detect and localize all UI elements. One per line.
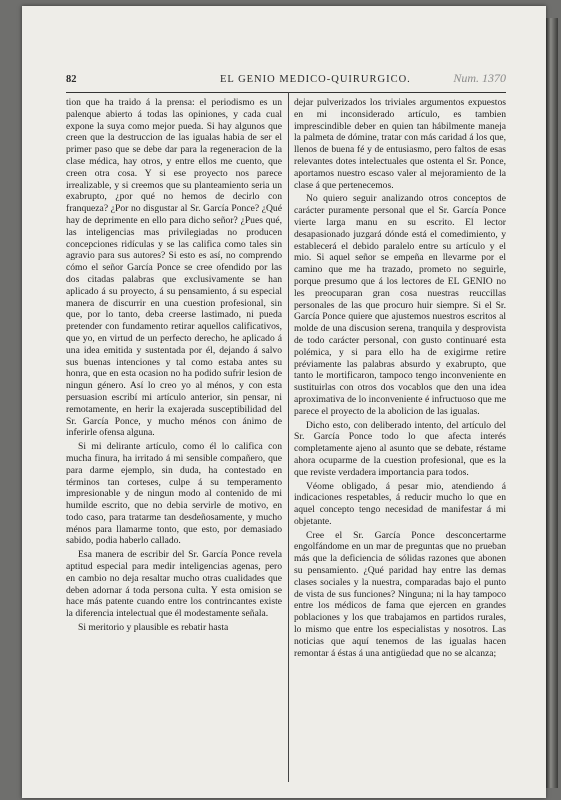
issue-number: Num. 1370: [453, 71, 506, 85]
paragraph: No quiero seguir analizando otros conceptos de carácter puramente personal que el Sr. García Ponce vierte larga manu en su escrito. El lector desapasionado juzgará dónde está el comedimiento, y establecerá el debido paralelo entre su artículo y el mio. Si aquel señor se empeña en llevarme por el camino que me ha trazado, prometo no seguirle, porque presumo que á los lectores de EL GENIO no les preocuparan gran cosa nuestras reuccillas personales de las que procuro huir siempre. Si el Sr. García Ponce quiere que ajustemos nuestros escritos al molde de una discusion serena, tranquila y desprovista de todo carácter personal, con gusto continuaré esta polémica, y si para ello ha de exigirme retire préviamente las palabras absurdo y exabrupto, que tanto le mortificaron, tampoco tengo inconveniente en sustituirlas con otros dos vocablos que den una idea aproximativa de lo inconveniente é infructuoso que me parece el proyecto de la abolicion de las igualas.: [294, 193, 506, 417]
paragraph: Esa manera de escribir del Sr. García Ponce revela aptitud especial para medir inteligencias agenas, pero en cambio no deja resaltar mucho otras cualidades que deben adornar á toda persona culta. Y esta omision se hace más patente cuando entre los contrincantes existe la diferencia intelectual que él modestamente señala.: [66, 549, 282, 620]
paragraph: Si mi delirante artículo, como él lo califica con mucha finura, ha irritado á mi sensible compañero, que para darme ejemplo, sin duda, ha contestado en términos tan corteses, culpe á su temperamento impresionable y de ningun modo al contenido de mi humilde escrito, que no debia servirle de motivo, en todo caso, para tratarme tan desdeñosamente, y mucho ménos para llamarme tonto, que esto, por demasiado sabido, podia haberlo callado.: [66, 441, 282, 547]
paragraph: Cree el Sr. García Ponce desconcertarme engolfándome en un mar de preguntas que no prueban más que la deficiencia de sólidas razones que abonen su pensamiento. ¿Qué paridad hay entre las demas clases sociales y la nuestra, comparadas bajo el punto de vista de sus funciones? Ninguna; ni la hay tampoco entre los médicos de fama que ejercen en grandes poblaciones y los que trabajamos en partidos rurales, lo mismo que entre los especialistas y nosotros. Las noticias que aquí tenemos de las igualas hacen remontar á éstas á una antigüedad que no se alcanza;: [294, 529, 506, 659]
paragraph: Véome obligado, á pesar mio, atendiendo á indicaciones respetables, á reducir mucho lo que en aquel concepto tengo necesidad de manifestar á mi objetante.: [294, 480, 506, 527]
header-rule: [66, 92, 506, 93]
page-header: [66, 71, 506, 88]
page-edge: [546, 18, 558, 788]
paragraph: Dicho esto, con deliberado intento, del artículo del Sr. García Ponce todo lo que afecta interés completamente ajeno al asunto que se debate, réstame ahora ocuparme de la cuestion profesional, que es la que reviste verdadera importancia para todos.: [294, 419, 506, 478]
column-divider: [288, 92, 289, 782]
right-column: [294, 97, 506, 659]
page-number: 82: [66, 74, 77, 85]
paragraph: Si meritorio y plausible es rebatir hasta: [78, 622, 229, 634]
paragraph: tion que ha traido á la prensa: el periodismo es un palenque abierto á todas las opiniones, y cada cual expone la suya como mejor pueda. Si hay algunos que creen que la destruccion de las igualas habia de ser el primer paso que se debe dar para la regeneracion de la clase médica, hay otros, y entre ellos me cuento, que creen otra cosa. Y si ese proyecto nos parece irrealizable, y si creemos que su planteamiento seria un exabrupto, ¿por qué no hemos de decirlo con franqueza? ¿Por no disgustar al Sr. García Ponce? ¿Qué hay de deprimente en ello para dicho señor? ¿Pues qué, las inteligencias mas privilegiadas no producen concepciones ridículas y se las califica como tales sin agravio para sus autores? Si esto es así, no comprendo cómo el señor García Ponce se cree ofendido por las dos citadas palabras que exclusivamente se han aplicado á su proyecto, á su pensamiento, á su especial manera de discurrir en una cuestion profesional, sin que, por lo tanto, deba creerse lastimado, ni pueda pretender con fundamento retirar aquellos calificativos, que yo, en virtud de un perfecto derecho, he aplicado á una idea emitida y sustentada por él, dejando á salvo sus buenas intenciones y tal como estaba antes su honra, que en esta ocasion no ha podido sufrir lesion de ningun género. Así lo creo yo al ménos, y con esta persuasion escribí mi artículo anterior, sin pensar, ni remotamente, en herir la exajerada susceptibilidad del Sr. García Ponce, y mucho ménos con ánimo de inferirle ofensa alguna.: [66, 97, 282, 439]
left-column: [66, 97, 282, 634]
journal-title: EL GENIO MEDICO-QUIRURGICO.: [220, 74, 411, 85]
paragraph: dejar pulverizados los triviales argumentos expuestos en mi inconsiderado artículo, es tambien imprescindible deber en quien tan hábilmente maneja la palmeta de dómine, tratar con más caridad á los que, llenos de buena fé y de entusiasmo, pero faltos de esas relevantes dotes intelectuales que ostenta el Sr. Ponce, aportamos nuestro escaso valer al mejoramiento de la clase á que pertenecemos.: [294, 97, 506, 191]
